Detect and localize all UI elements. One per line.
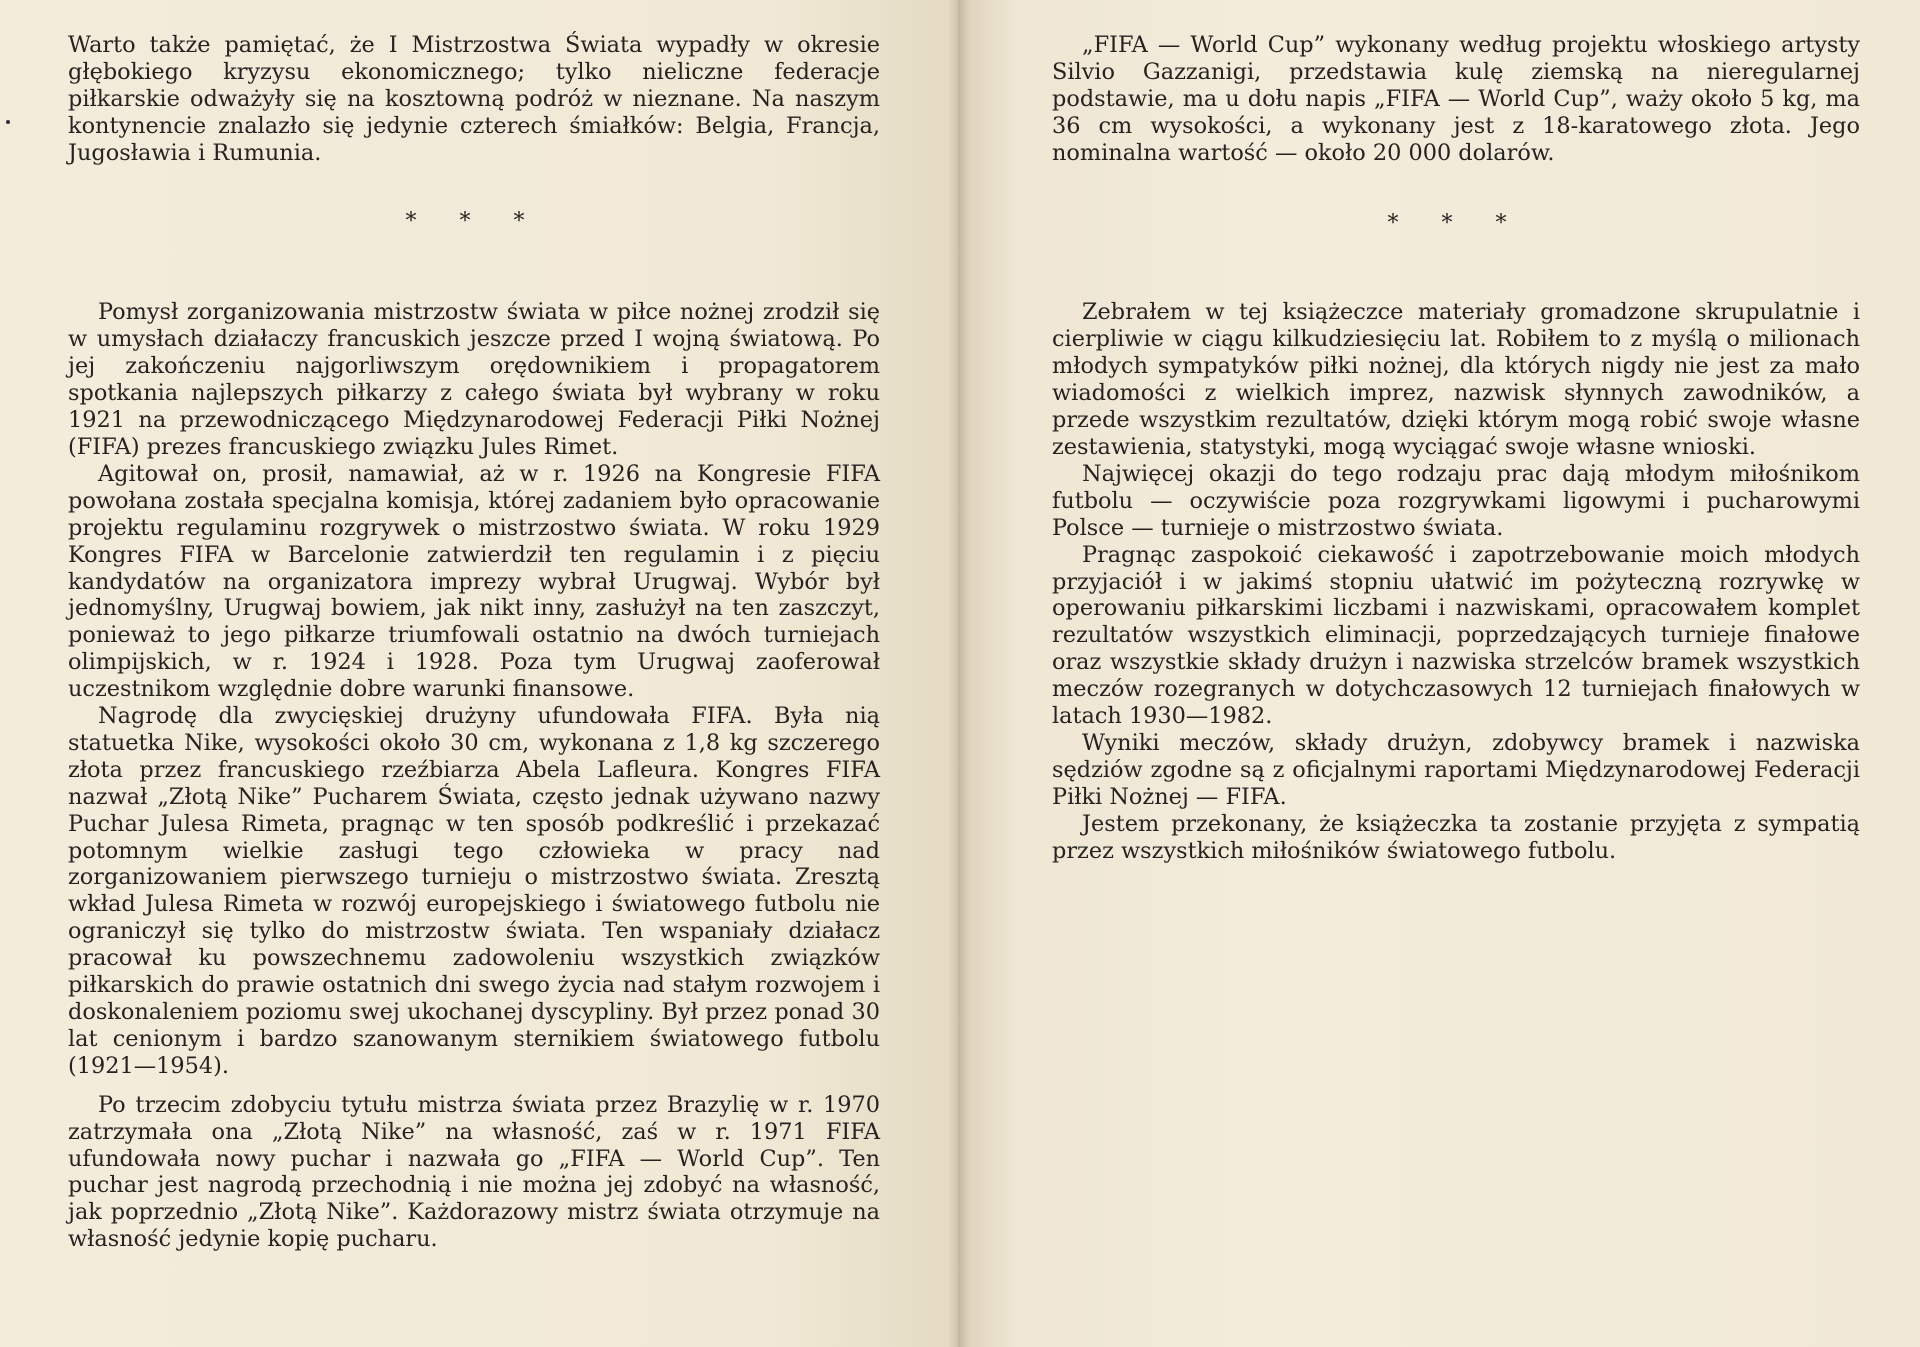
paragraph: Pragnąc zaspokoić ciekawość i zapotrzebowanie moich młodych przyjaciół i w jakimś stopniu ułatwić im pożyteczną rozrywkę w operowaniu piłkarskimi liczbami i nazwiskami, opracowałem komplet rezultatów wszystkich eliminacji, poprzedzających turnieje finałowe oraz wszystkie składy drużyn i nazwiska strzelców bramek wszystkich meczów rozegranych w dotychczasowych 12 turniejach finałowych w latach 1930—1982. <box>1052 541 1860 730</box>
paragraph: Warto także pamiętać, że I Mistrzostwa Świata wypadły w okresie głębokiego kryzysu ekonomicznego; tylko nieliczne federacje piłkarskie odważyły się na kosztowną podróż w nieznane. Na naszym kontynencie znalazło się jedynie czterech śmiałków: Belgia, Francja, Jugosławia i Rumunia. <box>68 32 880 166</box>
paragraph: Zebrałem w tej książeczce materiały gromadzone skrupulatnie i cierpliwie w ciągu kilkudziesięciu lat. Robiłem to z myślą o milionach młodych sympatyków piłki nożnej, dla których nigdy nie jest za mało wiadomości z wielkich imprez, nazwisk słynnych zawodników, a przede wszystkim rezultatów, dzięki którym mogą robić swoje własne zestawienia, statystyki, mogą wyciągać swoje własne wnioski. <box>1052 299 1860 460</box>
left-page <box>0 0 958 1347</box>
book-gutter <box>948 0 970 1347</box>
paragraph: Wyniki meczów, składy drużyn, zdobywcy bramek i nazwiska sędziów zgodne są z oficjalnymi raportami Międzynarodowej Federacji Piłki Nożnej — FIFA. <box>1052 729 1860 810</box>
paragraph: Jestem przekonany, że książeczka ta zostanie przyjęta z sympatią przez wszystkich miłośników światowego futbolu. <box>1052 810 1860 864</box>
margin-mark <box>6 120 10 124</box>
paragraph: Po trzecim zdobyciu tytułu mistrza świata przez Brazylię w r. 1970 zatrzymała ona „Złotą Nike” na własność, zaś w r. 1971 FIFA ufundowała nowy puchar i nazwała go „FIFA — World Cup”. Ten puchar jest nagrodą przechodnią i nie można jej zdobyć na własność, jak poprzednio „Złotą Nike”. Każdorazowy mistrz świata otrzymuje na własność jedynie kopię pucharu. <box>68 1091 880 1253</box>
paragraph: „FIFA — World Cup” wykonany według projektu włoskiego artysty Silvio Gazzanigi, przedstawia kulę ziemską na nieregularnej podstawie, ma u dołu napis „FIFA — World Cup”, waży około 5 kg, ma 36 cm wysokości, a wykonany jest z 18-karatowego złota. Jego nominalna wartość — około 20 000 dolarów. <box>1052 32 1860 166</box>
left-text-column <box>68 32 880 1253</box>
right-page <box>958 0 1920 1347</box>
section-separator: * * * <box>405 208 543 234</box>
section-separator: * * * <box>1387 210 1525 236</box>
paragraph: Nagrodę dla zwycięskiej drużyny ufundowała FIFA. Była nią statuetka Nike, wysokości około 30 cm, wykonana z 1,8 kg szczerego złota przez francuskiego rzeźbiarza Abela Lafleura. Kongres FIFA nazwał „Złotą Nike” Pucharem Świata, często jednak używano nazwy Puchar Julesa Rimeta, pragnąc w ten sposób podkreślić i przekazać potomnym wielkie zasługi tego człowieka w pracy nad zorganizowaniem pierwszego turnieju o mistrzostwo świata. Zresztą wkład Julesa Rimeta w rozwój europejskiego i światowego futbolu nie ograniczył się tylko do mistrzostw świata. Ten wspaniały działacz pracował ku powszechnemu zadowoleniu wszystkich związków piłkarskich do prawie ostatnich dni swego życia nad stałym rozwojem i doskonaleniem poziomu swej ukochanej dyscypliny. Był przez ponad 30 lat cenionym i bardzo szanowanym sternikiem światowego futbolu (1921—1954). <box>68 703 880 1079</box>
paragraph: Pomysł zorganizowania mistrzostw świata w piłce nożnej zrodził się w umysłach działaczy francuskich jeszcze przed I wojną światową. Po jej zakończeniu najgorliwszym orędownikiem i propagatorem spotkania najlepszych piłkarzy z całego świata był wybrany w roku 1921 na przewodniczącego Międzynarodowej Federacji Piłki Nożnej (FIFA) prezes francuskiego związku Jules Rimet. <box>68 299 880 460</box>
paragraph: Najwięcej okazji do tego rodzaju prac dają młodym miłośnikom futbolu — oczywiście poza rozgrywkami ligowymi i pucharowymi Polsce — turnieje o mistrzostwo świata. <box>1052 460 1860 541</box>
paragraph: Agitował on, prosił, namawiał, aż w r. 1926 na Kongresie FIFA powołana została specjalna komisja, której zadaniem było opracowanie projektu regulaminu rozgrywek o mistrzostwo świata. W roku 1929 Kongres FIFA w Barcelonie zatwierdził ten regulamin i z pięciu kandydatów na organizatora imprezy wybrał Urugwaj. Wybór był jednomyślny, Urugwaj bowiem, jak nikt inny, zasłużył na ten zaszczyt, ponieważ to jego piłkarze triumfowali ostatnio na dwóch turniejach olimpijskich, w r. 1924 i 1928. Poza tym Urugwaj zaoferował uczestnikom względnie dobre warunki finansowe. <box>68 460 880 703</box>
right-text-column <box>1052 32 1860 864</box>
